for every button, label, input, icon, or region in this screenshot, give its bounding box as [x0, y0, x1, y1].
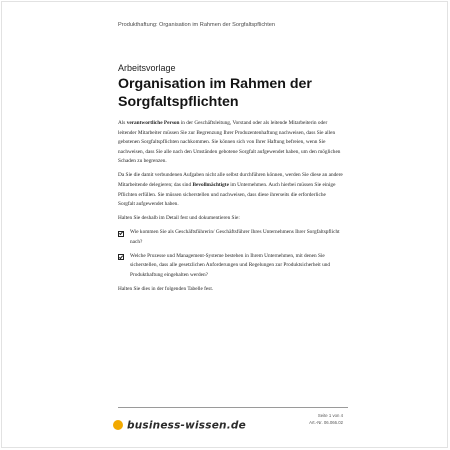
- paragraph-document-instruction: Halten Sie deshalb im Detail fest und dokumentieren Sie:: [118, 215, 240, 222]
- paragraph-text: Als: [118, 120, 127, 126]
- paragraph-delegation: [118, 171, 344, 209]
- article-number: Art.-Nr. 06.066.02: [309, 420, 343, 425]
- checklist-item-text: Welche Prozesse und Management-Systeme bestehen in Ihrem Unternehmen, mit denen Sie sicherstellen, dass alle gesetzlichen Anforderungen und Regelungen zur Produktsicherheit und Produkthaftung eingehalten werden?: [130, 252, 331, 279]
- document-body: [118, 119, 344, 299]
- checklist-item: [118, 252, 344, 281]
- emphasis-authorized-persons: Bevollmächtigte: [192, 181, 229, 188]
- emphasis-responsible-person: verantwortliche Person: [126, 120, 180, 126]
- paragraph-responsible-person: [118, 119, 344, 167]
- brand-logo: [113, 416, 246, 434]
- page-number: Seite 1 von 4: [317, 413, 343, 418]
- page-meta: [309, 412, 343, 426]
- document-page: [1, 1, 448, 448]
- logo-text: business-wissen.de: [127, 419, 246, 432]
- document-title: Organisation im Rahmen der Sorgfaltspflichten: [118, 76, 312, 110]
- running-header: Produkthaftung: Organisation im Rahmen der Sorgfaltspflichten: [118, 22, 276, 28]
- checklist: [118, 228, 344, 281]
- paragraph-table-reference: Halten Sie dies in der folgenden Tabelle fest.: [118, 286, 214, 293]
- paragraph-text: in der Geschäftsleitung, Vorstand oder als leitende Mitarbeiterin oder leitender Mitarbeiter müssen Sie zur Begrenzung Ihrer Produzentenhaftung nachweisen, dass Sie allen gebotenen Sorgfaltspflichten nachkommen. Sie können sich von Ihrer Haftung befreien, wenn Sie nachweisen, dass Sie alle nach den Umständen gebotene Sorgfalt aufgewendet haben, um den möglichen Schaden zu begrenzen.: [118, 120, 341, 165]
- checked-box-icon: [118, 254, 124, 260]
- logo-dot-icon: [113, 420, 123, 430]
- document-type-label: Arbeitsvorlage: [118, 63, 176, 73]
- paragraph-text: Da Sie die damit verbundenen Aufgaben nicht alle selbst durchführen können, werden Sie diese an andere Mitarbeitende delegieren; das sind: [118, 172, 343, 188]
- paragraph-text: im Unternehmen. Auch hierbei müssen Sie einige Pflichten erfüllen. Sie müssen sicherstellen und nachweisen, dass diese ihrerseits die erforderliche Sorgfalt aufgewendet haben.: [118, 181, 336, 208]
- footer-divider: [118, 407, 348, 408]
- checked-box-icon: [118, 231, 124, 237]
- checklist-item: [118, 228, 344, 247]
- checklist-item-text: Wie kommen Sie als Geschäftsführerin/ Geschäftsführer Ihres Unternehmens Ihrer Sorgfaltspflicht nach?: [130, 229, 340, 245]
